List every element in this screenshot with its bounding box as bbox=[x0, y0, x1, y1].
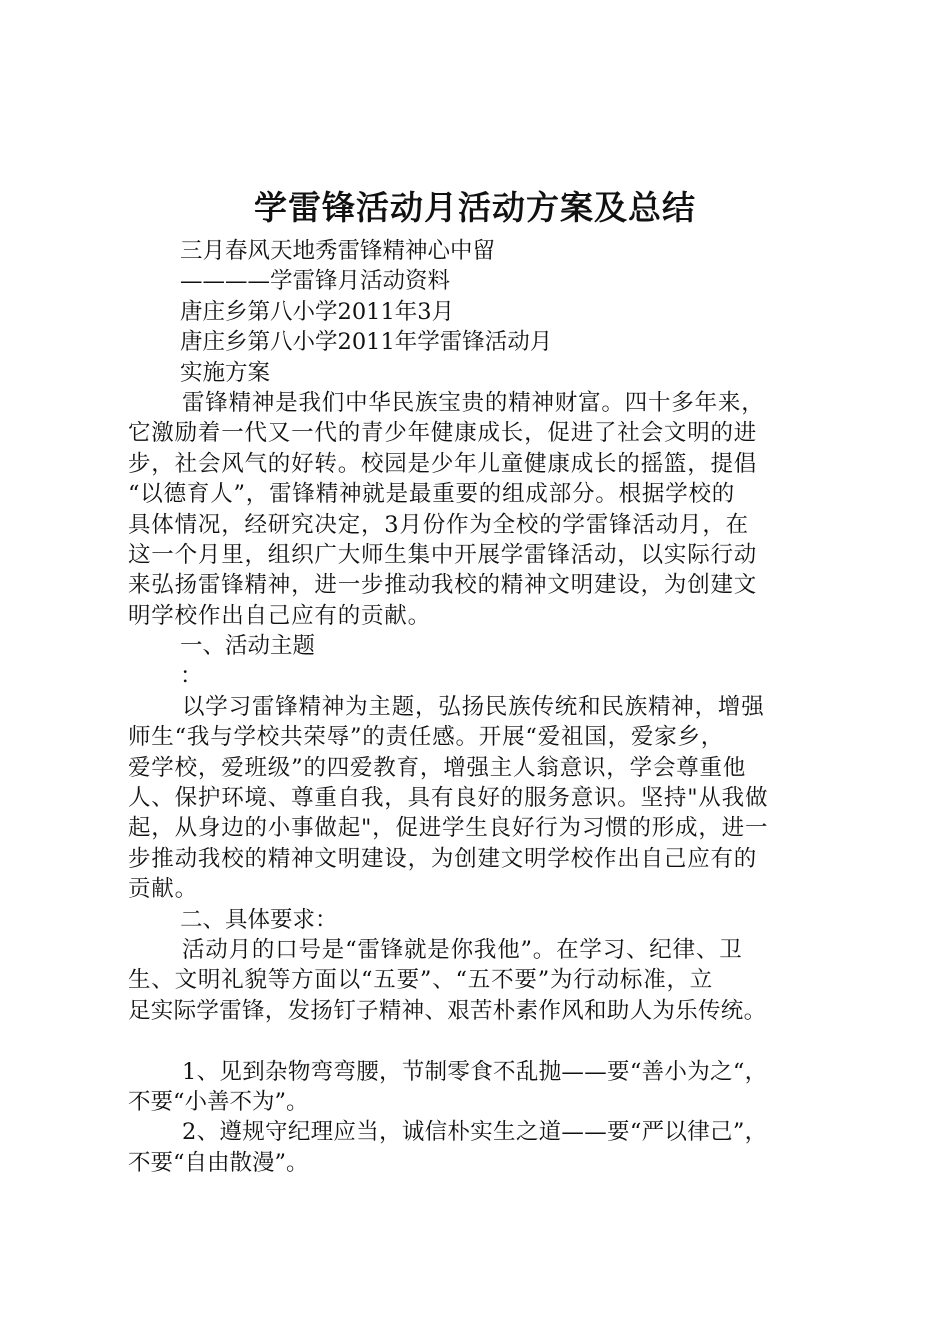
paragraph-line: 这一个月里，组织广大师生集中开展学雷锋活动，以实际行动 bbox=[128, 541, 758, 568]
blank-line bbox=[128, 1026, 848, 1056]
paragraph-line: 师生“我与学校共荣辱”的责任感。开展“爱祖国，爱家乡， bbox=[128, 724, 725, 751]
paragraph-line: 明学校作出自己应有的贡献。 bbox=[128, 602, 431, 629]
paragraph-line: 足实际学雷锋，发扬钉子精神、艰苦朴素作风和助人为乐传统。 bbox=[128, 997, 767, 1024]
paragraph-line: 生、文明礼貌等方面以“五要”、“五不要”为行动标准，立 bbox=[128, 967, 714, 994]
section-heading: 二、具体要求： bbox=[180, 906, 338, 933]
intro-line: 唐庄乡第八小学2011年学雷锋活动月 bbox=[180, 329, 553, 356]
paragraph-line: 以学习雷锋精神为主题，弘扬民族传统和民族精神，增强 bbox=[182, 693, 765, 720]
document-body bbox=[128, 236, 848, 1178]
paragraph-line: 雷锋精神是我们中华民族宝贵的精神财富。四十多年来， bbox=[182, 389, 765, 416]
list-item-line: 不要“小善不为”。 bbox=[128, 1088, 309, 1115]
intro-line: 实施方案 bbox=[180, 359, 271, 386]
list-item-line: 不要“自由散漫”。 bbox=[128, 1149, 309, 1176]
intro-line: 唐庄乡第八小学2011年3月 bbox=[180, 298, 455, 325]
paragraph-line: 步，社会风气的好转。校园是少年儿童健康成长的摇篮，提倡 bbox=[128, 450, 758, 477]
intro-line: 三月春风天地秀雷锋精神心中留 bbox=[180, 238, 496, 264]
paragraph-line: 活动月的口号是“雷锋就是你我他”。在学习、纪律、卫 bbox=[182, 936, 743, 963]
section-heading: 一、活动主题 bbox=[180, 633, 316, 660]
paragraph-line: 步推动我校的精神文明建设，为创建文明学校作出自己应有的 bbox=[128, 845, 758, 872]
paragraph-line: 来弘扬雷锋精神，进一步推动我校的精神文明建设，为创建文 bbox=[128, 572, 758, 599]
paragraph-line: “以德育人”，雷锋精神就是最重要的组成部分。根据学校的 bbox=[128, 481, 736, 508]
paragraph-line: 贡献。 bbox=[128, 876, 198, 903]
paragraph-line: 它激励着一代又一代的青少年健康成长，促进了社会文明的进 bbox=[128, 420, 758, 447]
document-title: 学雷锋活动月活动方案及总结 bbox=[254, 188, 696, 227]
paragraph-line: 人、保护环境、尊重自我，具有良好的服务意识。坚持"从我做 bbox=[128, 785, 769, 812]
section-colon: ： bbox=[180, 663, 203, 690]
list-item-line: 2、遵规守纪理应当，诚信朴实生之道——要“严以律己”， bbox=[182, 1119, 768, 1146]
list-item-line: 1、见到杂物弯弯腰，节制零食不乱抛——要“善小为之“， bbox=[182, 1058, 768, 1085]
paragraph-line: 具体情况，经研究决定，3月份作为全校的学雷锋活动月，在 bbox=[128, 511, 749, 538]
intro-line: ————学雷锋月活动资料 bbox=[180, 268, 451, 295]
paragraph-line: 爱学校，爱班级”的四爱教育，增强主人翁意识，学会尊重他 bbox=[128, 754, 747, 781]
paragraph-line: 起，从身边的小事做起"，促进学生良好行为习惯的形成，进一 bbox=[128, 815, 769, 842]
